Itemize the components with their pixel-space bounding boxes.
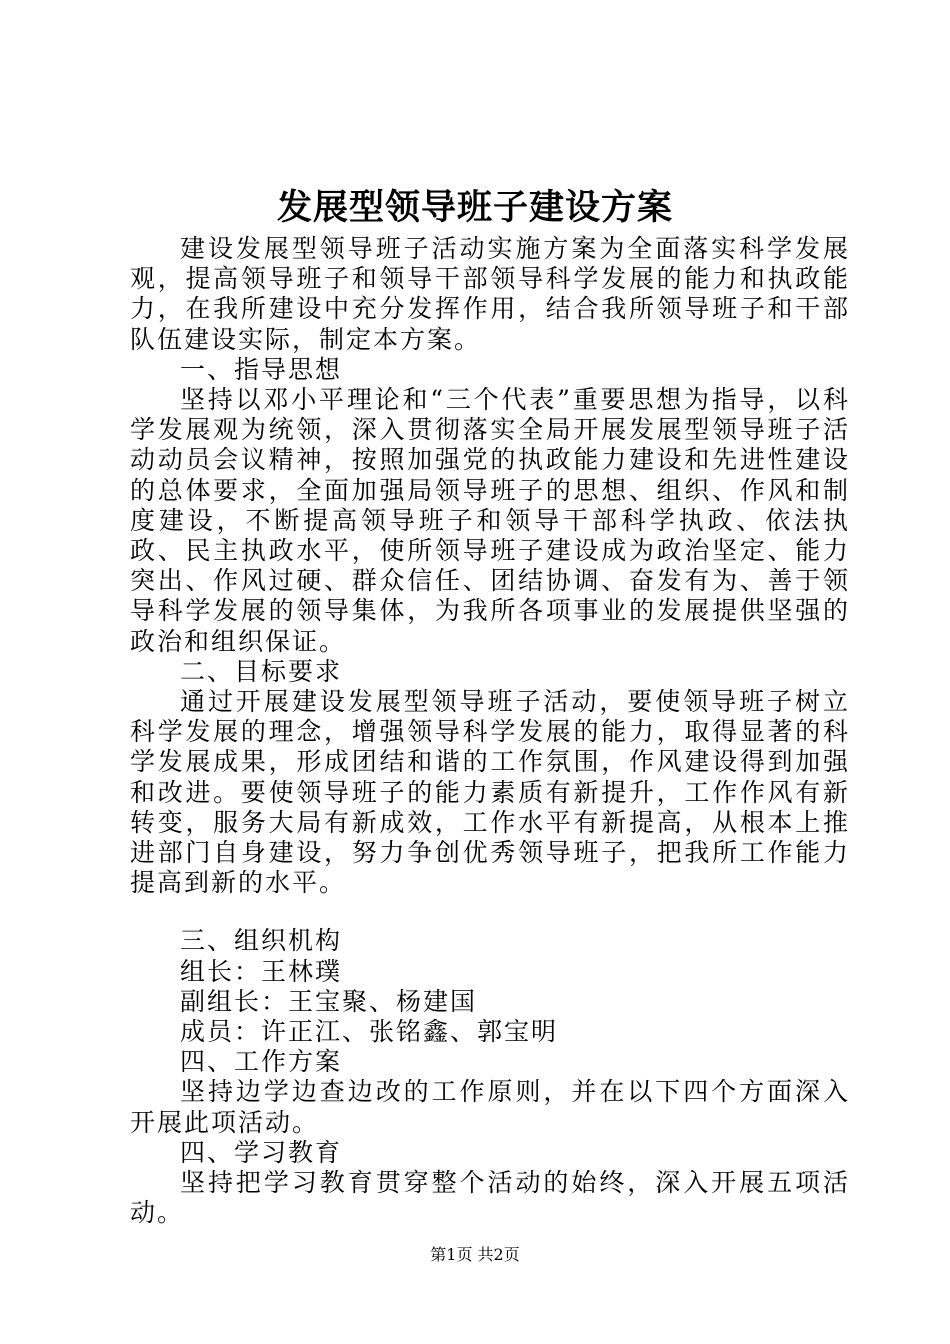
section-heading-organization: 三、组织机构	[180, 926, 343, 956]
section-heading-guiding-thought: 一、指导思想	[180, 354, 343, 384]
document-body	[130, 234, 850, 1229]
members-line: 成员：许正江、张铭鑫、郭宝明	[180, 1017, 559, 1047]
group-leader-line: 组长：王林璞	[180, 956, 343, 986]
section-heading-study: 四、学习教育	[180, 1137, 343, 1167]
blank-line	[130, 898, 850, 926]
section-heading-work-plan: 四、工作方案	[180, 1047, 343, 1077]
work-plan-paragraph: 坚持边学边查边改的工作原则，并在以下四个方面深入开展此项活动。	[130, 1077, 850, 1137]
goals-paragraph: 通过开展建设发展型领导班子活动，要使领导班子树立科学发展的理念，增强领导科学发展的能力，取得显著的科学发展成果，形成团结和谐的工作氛围，作风建设得到加强和改进。要使领导班子的能力素质有新提升，工作作风有新转变，服务大局有新成效，工作水平有新提高，从根本上推进部门自身建设，努力争创优秀领导班子，把我所工作能力提高到新的水平。	[130, 687, 850, 898]
guiding-thought-paragraph: 坚持以邓小平理论和“三个代表”重要思想为指导，以科学发展观为统领，深入贯彻落实全局开展发展型领导班子活动动员会议精神，按照加强党的执政能力建设和先进性建设的总体要求，全面加强局领导班子的思想、组织、作风和制度建设，不断提高领导班子和领导干部科学执政、依法执政、民主执政水平，使所领导班子建设成为政治坚定、能力突出、作风过硬、群众信任、团结协调、奋发有为、善于领导科学发展的领导集体，为我所各项事业的发展提供坚强的政治和组织保证。	[130, 385, 850, 656]
section-heading-goals: 二、目标要求	[180, 656, 343, 686]
deputy-leader-line: 副组长：王宝聚、杨建国	[180, 986, 478, 1016]
study-paragraph: 坚持把学习教育贯穿整个活动的始终，深入开展五项活动。	[130, 1168, 850, 1228]
document-title: 发展型领导班子建设方案	[276, 187, 673, 228]
page-footer: 第1页 共2页	[430, 1245, 520, 1264]
intro-paragraph: 建设发展型领导班子活动实施方案为全面落实科学发展观，提高领导班子和领导干部领导科学发展的能力和执政能力，在我所建设中充分发挥作用，结合我所领导班子和干部队伍建设实际，制定本方案。	[130, 234, 850, 354]
